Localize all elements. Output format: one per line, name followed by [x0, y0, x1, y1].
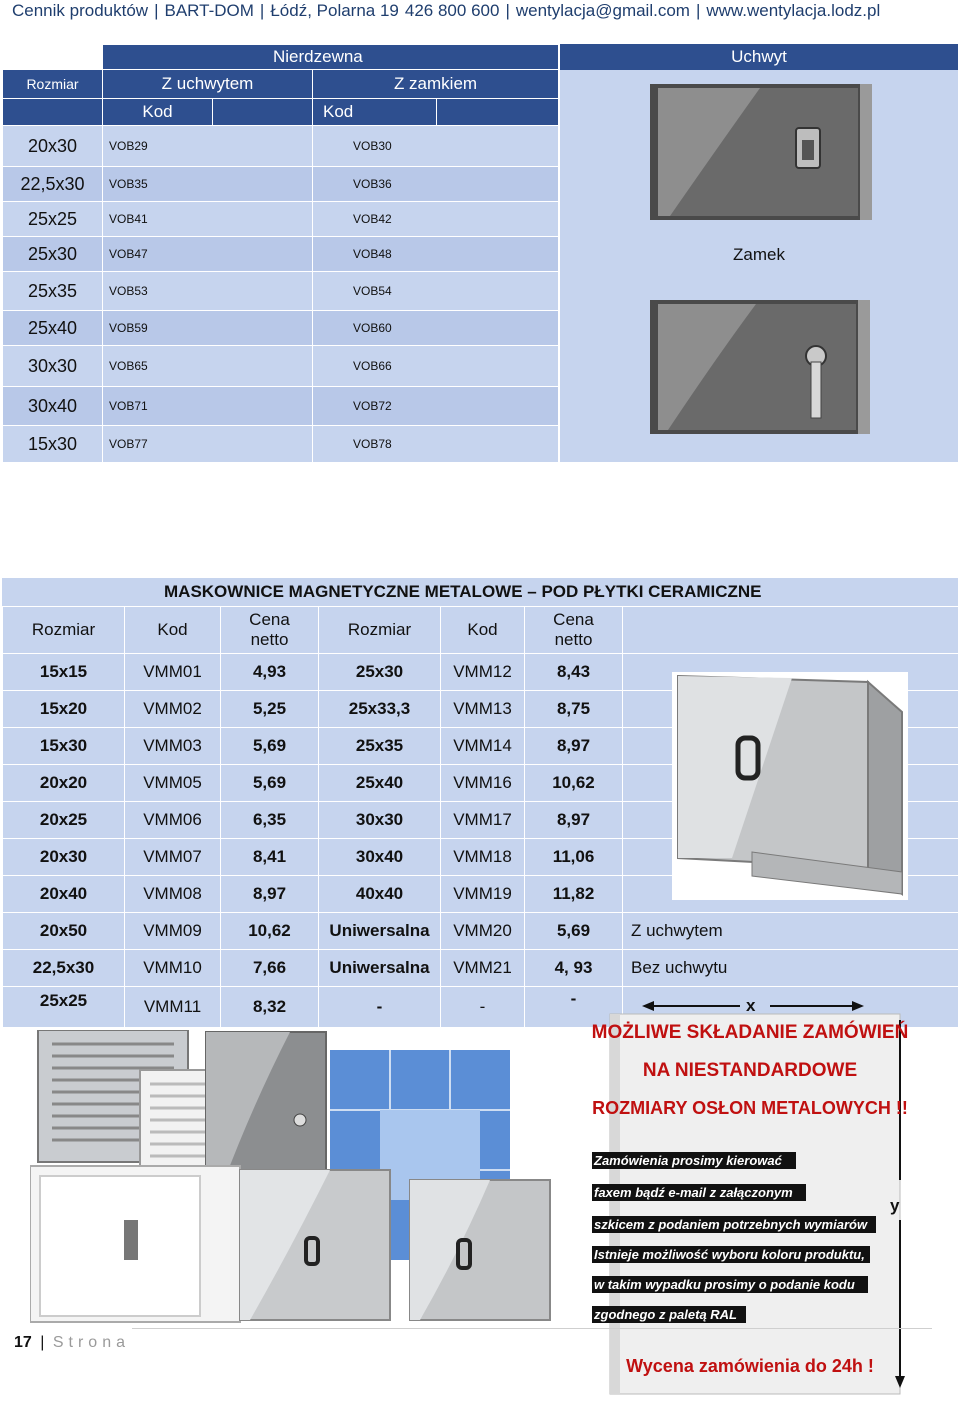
row-code: VMM08: [125, 876, 221, 913]
promo-line-3: ROZMIARY OSŁON METALOWYCH !!: [592, 1098, 908, 1118]
row-code2: VMM17: [441, 802, 525, 839]
row-code: VMM02: [125, 691, 221, 728]
row-code2: VMM18: [441, 839, 525, 876]
row-code2: VMM12: [441, 654, 525, 691]
row-price: 5,69: [221, 765, 319, 802]
lock-door-photo: [650, 300, 870, 434]
row-code2: VMM20: [441, 913, 525, 950]
row-size2: Uniwersalna: [319, 913, 441, 950]
handle-header: Uchwyt: [560, 44, 958, 70]
price-label-1: Cena: [553, 610, 594, 629]
lock-label: Zamek: [560, 238, 958, 272]
row-size: 22,5x30: [3, 167, 103, 202]
handle-door-photo: [650, 84, 872, 220]
row-size2: -: [319, 987, 441, 1028]
row-size: 20x50: [3, 913, 125, 950]
table-row: [3, 950, 959, 987]
row-code-lock: VOB48: [313, 237, 559, 272]
row-code: VMM11: [125, 987, 221, 1028]
row-price2: 8,97: [525, 802, 623, 839]
row-size: 22,5x30: [3, 950, 125, 987]
row-price2: 11,82: [525, 876, 623, 913]
col-code2-header: Kod: [313, 99, 437, 126]
page-number: 17: [14, 1334, 32, 1351]
dimension-x-label: x: [746, 996, 756, 1015]
row-price: 8,97: [221, 876, 319, 913]
row-price: 7,66: [221, 950, 319, 987]
row-code-handle: VOB47: [103, 237, 313, 272]
row-size: 20x40: [3, 876, 125, 913]
row-price: 8,32: [221, 987, 319, 1028]
row-size2: Uniwersalna: [319, 950, 441, 987]
row-size: 25x35: [3, 272, 103, 311]
row-price: 5,69: [221, 728, 319, 765]
row-code: VMM10: [125, 950, 221, 987]
row-size2: 30x30: [319, 802, 441, 839]
header-company: BART-DOM: [164, 1, 254, 20]
row-size: 15x30: [3, 728, 125, 765]
table-row: [3, 167, 559, 202]
promo-info-4: Istnieje możliwość wyboru koloru produktu,: [592, 1246, 870, 1263]
row-code-handle: VOB71: [103, 387, 313, 426]
promo-line-2: NA NIESTANDARDOWE: [642, 1060, 858, 1081]
table2-title: MASKOWNICE MAGNETYCZNE METALOWE – POD PŁYTKI CERAMICZNE: [164, 582, 762, 601]
row-price2: 8,75: [525, 691, 623, 728]
row-size: 15x30: [3, 426, 103, 463]
col-lock-header: Z zamkiem: [313, 70, 559, 99]
col-size-header: Rozmiar: [3, 70, 103, 99]
row-size: 20x25: [3, 802, 125, 839]
row-code-lock: VOB66: [313, 346, 559, 387]
row-price2: 5,69: [525, 913, 623, 950]
row-price: 8,41: [221, 839, 319, 876]
table-row: [3, 346, 559, 387]
row-size: 25x40: [3, 311, 103, 346]
price-label-1: Cena: [249, 610, 290, 629]
promo-quote-time: Wycena zamówienia do 24h !: [626, 1356, 874, 1376]
row-size2: 25x35: [319, 728, 441, 765]
row-code2: VMM19: [441, 876, 525, 913]
row-note: Bez uchwytu: [623, 950, 959, 987]
row-size: 15x15: [3, 654, 125, 691]
col-handle-header: Z uchwytem: [103, 70, 313, 99]
price-label-2: netto: [554, 630, 593, 649]
row-size2: 25x40: [319, 765, 441, 802]
header-phone: 426 800 600: [404, 1, 500, 20]
row-price2: 10,62: [525, 765, 623, 802]
row-code-lock: VOB54: [313, 272, 559, 311]
row-code2: VMM16: [441, 765, 525, 802]
table-row: [3, 202, 559, 237]
header-website[interactable]: www.wentylacja.lodz.pl: [706, 1, 881, 20]
page-header: Cennik produktów | BART-DOM | Łódź, Polarna 19 426 800 600 | wentylacja@gmail.com | www.wentylacja.lodz.pl: [12, 1, 881, 20]
row-code: VMM01: [125, 654, 221, 691]
row-code-lock: VOB30: [313, 126, 559, 167]
row-size2: 40x40: [319, 876, 441, 913]
row-code: VMM09: [125, 913, 221, 950]
row-size2: 30x40: [319, 839, 441, 876]
table-row: [3, 426, 559, 463]
row-note: Z uchwytem: [623, 913, 959, 950]
row-code: VMM05: [125, 765, 221, 802]
table-row: [3, 913, 959, 950]
row-code-lock: VOB78: [313, 426, 559, 463]
magnetic-covers-title: [2, 578, 958, 606]
row-price2: 8,43: [525, 654, 623, 691]
table-row: [3, 311, 559, 346]
table-row: [3, 126, 559, 167]
row-price2: -: [525, 987, 623, 1028]
row-size: 20x30: [3, 126, 103, 167]
magnetic-cover-photo: [672, 672, 908, 900]
row-size: 30x40: [3, 387, 103, 426]
dimension-y-label: y: [890, 1196, 900, 1215]
promo-info-2: faxem bądź e-mail z załączonym: [592, 1184, 806, 1201]
row-code-handle: VOB29: [103, 126, 313, 167]
row-size2: 25x33,3: [319, 691, 441, 728]
footer-divider: [132, 1328, 932, 1329]
custom-order-promo: [590, 996, 910, 1396]
promo-line-1: MOŻLIWE SKŁADANIE ZAMÓWIEŃ: [591, 1022, 909, 1043]
group-label: Nierdzewna: [103, 45, 559, 70]
row-code-handle: VOB59: [103, 311, 313, 346]
row-code-handle: VOB41: [103, 202, 313, 237]
row-code-handle: VOB53: [103, 272, 313, 311]
row-code2: VMM14: [441, 728, 525, 765]
row-code2: VMM13: [441, 691, 525, 728]
row-code: VMM07: [125, 839, 221, 876]
col-price-header: [221, 607, 319, 654]
row-code-lock: VOB42: [313, 202, 559, 237]
row-size: 25x25: [3, 202, 103, 237]
table-row: [3, 237, 559, 272]
col-code-header: Kod: [125, 607, 221, 654]
row-size2: 25x30: [319, 654, 441, 691]
row-price: 6,35: [221, 802, 319, 839]
col-code-header: Kod: [103, 99, 213, 126]
table-row: [3, 387, 559, 426]
header-address: Łódź, Polarna 19: [270, 1, 399, 20]
col-code2-header: Kod: [441, 607, 525, 654]
row-size: 20x30: [3, 839, 125, 876]
promo-info-3: szkicem z podaniem potrzebnych wymiarów: [592, 1216, 876, 1233]
row-code-handle: VOB65: [103, 346, 313, 387]
row-code-handle: VOB35: [103, 167, 313, 202]
row-size: 25x25: [3, 987, 125, 1028]
row-price: 5,25: [221, 691, 319, 728]
price-label-2: netto: [250, 630, 289, 649]
row-size: 15x20: [3, 691, 125, 728]
stainless-table: [2, 44, 559, 463]
table-row: [3, 272, 559, 311]
row-code2: VMM21: [441, 950, 525, 987]
row-code: VMM03: [125, 728, 221, 765]
row-code-lock: VOB36: [313, 167, 559, 202]
promo-info-1: Zamówienia prosimy kierować: [592, 1152, 796, 1169]
row-size: 20x20: [3, 765, 125, 802]
product-collage-photo: [30, 1030, 590, 1326]
row-size: 30x30: [3, 346, 103, 387]
row-price: 4,93: [221, 654, 319, 691]
row-size: 25x30: [3, 237, 103, 272]
row-code-lock: VOB60: [313, 311, 559, 346]
row-price2: 8,97: [525, 728, 623, 765]
col-size-header: Rozmiar: [3, 607, 125, 654]
row-code-lock: VOB72: [313, 387, 559, 426]
promo-info-6: zgodnego z paletą RAL: [592, 1306, 746, 1323]
col-price2-header: [525, 607, 623, 654]
header-email[interactable]: wentylacja@gmail.com: [515, 1, 690, 20]
page-word: Strona: [52, 1334, 130, 1351]
header-title: Cennik produktów: [12, 1, 149, 20]
col-size2-header: Rozmiar: [319, 607, 441, 654]
row-price2: 11,06: [525, 839, 623, 876]
row-code2: -: [441, 987, 525, 1028]
promo-info-5: w takim wypadku prosimy o podanie kodu: [592, 1276, 868, 1293]
row-price: 10,62: [221, 913, 319, 950]
row-code: VMM06: [125, 802, 221, 839]
page-footer: 17 | Strona: [14, 1334, 130, 1351]
row-price2: 4, 93: [525, 950, 623, 987]
row-code-handle: VOB77: [103, 426, 313, 463]
